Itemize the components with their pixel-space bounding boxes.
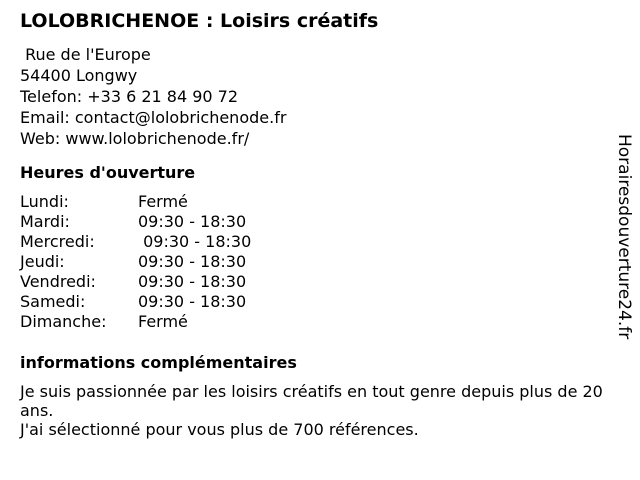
phone-text: Telefon: +33 6 21 84 90 72 <box>20 87 239 106</box>
web-text: Web: www.lolobrichenode.fr/ <box>20 129 250 148</box>
day-hours: 09:30 - 18:30 <box>138 252 247 271</box>
day-label: Dimanche: <box>20 312 107 331</box>
business-title: LOLOBRICHENOE : Loisirs créatifs <box>20 10 379 32</box>
day-hours: 09:30 - 18:30 <box>138 292 247 311</box>
opening-hours-table <box>20 192 251 332</box>
day-hours: Fermé <box>138 312 188 331</box>
day-label: Vendredi: <box>20 272 96 291</box>
hours-heading: Heures d'ouverture <box>20 163 196 182</box>
info-text <box>20 382 610 439</box>
day-hours: 09:30 - 18:30 <box>138 212 247 231</box>
hours-row-dimanche <box>20 312 251 332</box>
address-city: 54400 Longwy <box>20 66 138 85</box>
day-hours: 09:30 - 18:30 <box>138 272 247 291</box>
hours-row-mercredi <box>20 232 251 252</box>
address-street: Rue de l'Europe <box>20 45 151 64</box>
day-label: Samedi: <box>20 292 86 311</box>
watermark-text: Horairesdouverture24.fr <box>614 134 634 340</box>
day-label: Mardi: <box>20 212 70 231</box>
day-label: Lundi: <box>20 192 69 211</box>
business-card <box>20 8 610 439</box>
day-label: Jeudi: <box>20 252 65 271</box>
info-heading: informations complémentaires <box>20 353 297 372</box>
address-block <box>20 44 286 149</box>
day-hours: 09:30 - 18:30 <box>138 232 252 251</box>
info-line-2: J'ai sélectionné pour vous plus de 700 références. <box>20 420 419 439</box>
hours-row-lundi <box>20 192 251 212</box>
hours-row-vendredi <box>20 272 251 292</box>
email-text: Email: contact@lolobrichenode.fr <box>20 108 287 127</box>
hours-row-samedi <box>20 292 251 312</box>
info-line-1: Je suis passionnée par les loisirs créatifs en tout genre depuis plus de 20 ans. <box>20 382 603 420</box>
hours-row-mardi <box>20 212 251 232</box>
day-label: Mercredi: <box>20 232 95 251</box>
day-hours: Fermé <box>138 192 188 211</box>
hours-row-jeudi <box>20 252 251 272</box>
